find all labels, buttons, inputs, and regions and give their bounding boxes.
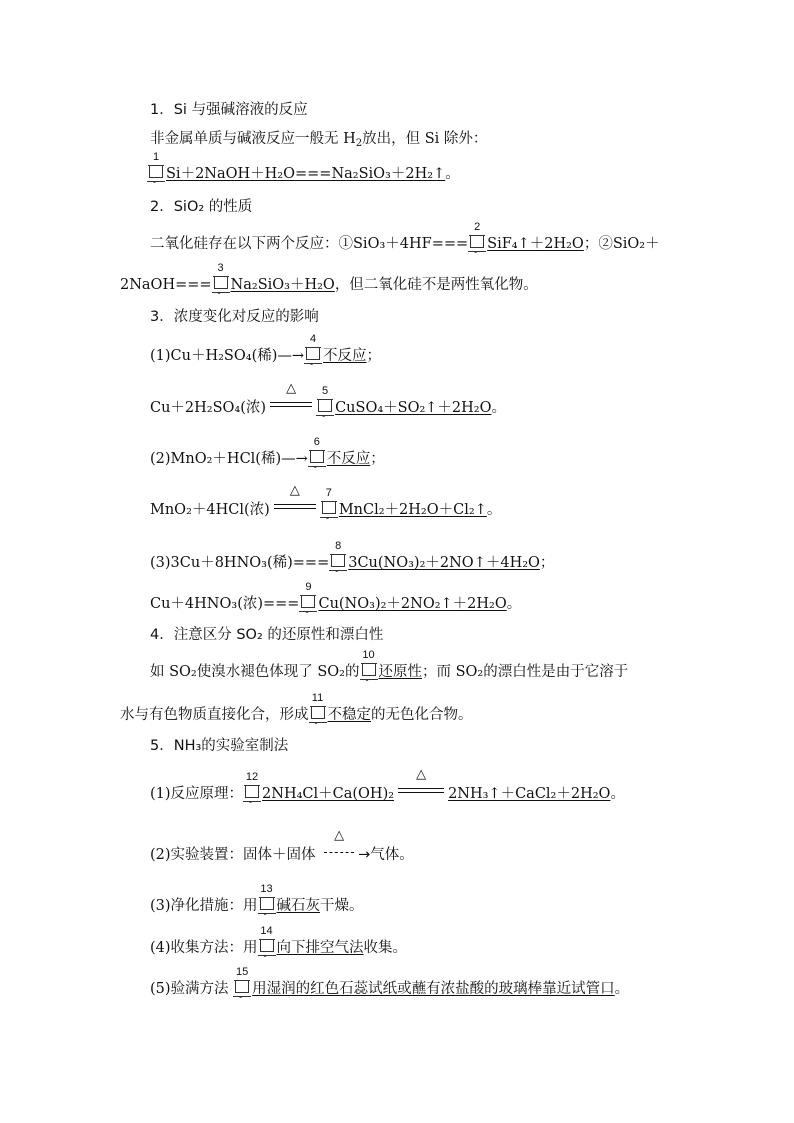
- answer-12-reactants: 2NH₄Cl＋Ca(OH)₂: [262, 786, 395, 802]
- section-3-line5: [150, 540, 555, 577]
- text: (3)3Cu＋8HNO₃(稀)===: [150, 555, 330, 571]
- blank-9[interactable]: 9 -: [299, 592, 317, 614]
- blank-number: 12: [245, 771, 259, 783]
- section-4-heading: 4．注意区分 SO₂ 的还原性和漂白性: [150, 627, 384, 643]
- answer-2: SiF₄↑＋2H₂O: [487, 236, 584, 252]
- text: 的无色化合物。: [371, 707, 473, 723]
- text: MnO₂＋4HCl(浓): [150, 502, 270, 518]
- heat-condition: [322, 828, 356, 861]
- blank-5[interactable]: 5 -: [316, 396, 334, 418]
- heat-condition: [272, 483, 318, 516]
- section-3-line3: [150, 436, 385, 473]
- answer-3: Na₂SiO₃＋H₂O: [230, 277, 335, 293]
- answer-15: 用湿润的红色石蕊试纸或蘸有浓盐酸的玻璃棒靠近试管口: [252, 981, 615, 997]
- blank-13[interactable]: 13 -: [258, 894, 276, 916]
- section-5-line2: [150, 828, 414, 864]
- blank-number: 7: [325, 487, 332, 499]
- desc-text: 放出，但 Si 除外：: [362, 131, 488, 147]
- section-5-line3: [150, 883, 364, 920]
- text: 水与有色物质直接化合，形成: [120, 707, 309, 723]
- text: ；②SiO₂＋: [583, 236, 660, 252]
- heat-icon: △: [289, 483, 300, 498]
- answer-4: 不反应: [323, 348, 367, 364]
- blank-6[interactable]: 6 -: [308, 447, 326, 469]
- blank-number: 15: [236, 966, 249, 978]
- blank-10[interactable]: 10 -: [360, 660, 378, 682]
- section-2-heading: 2．SiO₂ 的性质: [150, 199, 253, 215]
- blank-number: 6: [313, 436, 320, 448]
- text: 二氧化硅存在以下两个反应：①SiO₃＋4HF===: [150, 236, 469, 252]
- period: 。: [491, 400, 506, 416]
- heat-condition: [268, 381, 314, 414]
- section-1-desc: [150, 130, 487, 148]
- answer-13: 碱石灰: [276, 898, 321, 914]
- answer-14: 向下排空气法: [276, 940, 364, 956]
- blank-3[interactable]: 3 -: [212, 273, 230, 295]
- blank-number: 11: [311, 692, 324, 704]
- section-3-line1: [150, 333, 382, 370]
- text: Cu＋4HNO₃(浓)===: [150, 596, 300, 612]
- period: 。: [486, 502, 502, 518]
- blank-number: 14: [260, 925, 273, 937]
- semicolon: ；: [366, 348, 382, 364]
- text: 2NaOH===: [120, 277, 212, 293]
- answer-1: Si＋2NaOH＋H₂O===Na₂SiO₃＋2H₂↑: [166, 166, 446, 182]
- text: (5)验满方法: [150, 981, 229, 997]
- period: 。: [610, 786, 625, 802]
- heat-icon: △: [416, 767, 427, 782]
- section-1-equation: [147, 151, 460, 188]
- blank-12[interactable]: 12 -: [243, 782, 261, 804]
- blank-number: 2: [474, 221, 481, 233]
- section-2-line2: [120, 262, 538, 299]
- semicolon: ；: [370, 451, 385, 467]
- text: (4)收集方法：用: [150, 940, 258, 956]
- answer-10: 还原性: [378, 664, 422, 680]
- blank-4[interactable]: 4 -: [304, 344, 322, 366]
- blank-number: 5: [322, 385, 329, 397]
- text: (2)实验装置：固体＋固体: [150, 847, 316, 863]
- text: ，但二氧化硅不是两性氧化物。: [334, 277, 538, 293]
- blank-11[interactable]: 11 -: [309, 703, 327, 725]
- text: ；而 SO₂的漂白性是由于它溶于: [422, 664, 629, 680]
- section-3-line6: [150, 581, 522, 618]
- section-4-line2: [120, 692, 473, 729]
- text: (2)MnO₂＋HCl(稀)—→: [150, 451, 308, 467]
- blank-15[interactable]: 15 -: [233, 977, 251, 999]
- blank-number: 8: [335, 540, 342, 552]
- text: Cu＋2H₂SO₄(浓): [150, 400, 267, 416]
- blank-number: 10: [362, 649, 375, 661]
- blank-14[interactable]: 14 -: [258, 936, 276, 958]
- subscript: 2: [355, 138, 363, 149]
- blank-8[interactable]: 8 -: [329, 551, 347, 573]
- section-5-line5: [150, 966, 630, 1003]
- text: (3)净化措施：用: [150, 898, 258, 914]
- answer-11: 不稳定: [327, 707, 371, 723]
- heat-icon: △: [286, 381, 297, 396]
- blank-7[interactable]: 7 -: [320, 498, 338, 520]
- answer-6: 不反应: [326, 451, 371, 467]
- blank-2[interactable]: 2 -: [468, 232, 486, 254]
- blank-number: 9: [305, 581, 312, 593]
- blank-number: 13: [260, 883, 273, 895]
- section-2-line1: [150, 221, 660, 258]
- section-5-line4: [150, 925, 408, 962]
- blank-number: 3: [217, 262, 224, 274]
- heat-icon: △: [334, 828, 345, 843]
- text: →气体。: [358, 847, 414, 863]
- text: 如 SO₂使溴水褪色体现了 SO₂的: [150, 664, 360, 680]
- section-5-line1: [150, 767, 625, 808]
- section-3-line4: [150, 483, 502, 524]
- text: (1)Cu＋H₂SO₄(稀)—→: [150, 348, 305, 364]
- answer-7: MnCl₂＋2H₂O＋Cl₂↑: [338, 502, 487, 518]
- section-4-line1: [150, 649, 629, 686]
- section-1-heading: 1．Si 与强碱溶液的反应: [150, 102, 308, 118]
- section-3-heading: 3．浓度变化对反应的影响: [150, 309, 319, 325]
- answer-12-products: 2NH₃↑＋CaCl₂＋2H₂O: [448, 786, 611, 802]
- text: 收集。: [363, 940, 408, 956]
- text: 干燥。: [320, 898, 364, 914]
- blank-number: 1: [152, 151, 160, 163]
- desc-text: 非金属单质与碱液反应一般无 H: [150, 131, 356, 147]
- answer-5: CuSO₄＋SO₂↑＋2H₂O: [335, 400, 492, 416]
- period: 。: [445, 166, 460, 182]
- text: (1)反应原理：: [150, 786, 244, 802]
- blank-1[interactable]: 1 -: [147, 162, 165, 184]
- period: 。: [506, 596, 522, 612]
- heat-condition: [396, 767, 446, 800]
- semicolon: ；: [539, 555, 555, 571]
- blank-number: 4: [309, 333, 317, 345]
- section-5-heading: 5．NH₃的实验室制法: [150, 738, 289, 754]
- answer-8: 3Cu(NO₃)₂＋2NO↑＋4H₂O: [348, 555, 540, 571]
- section-3-line2: [150, 381, 506, 422]
- answer-9: Cu(NO₃)₂＋2NO₂↑＋2H₂O: [318, 596, 507, 612]
- text: 。: [614, 981, 630, 997]
